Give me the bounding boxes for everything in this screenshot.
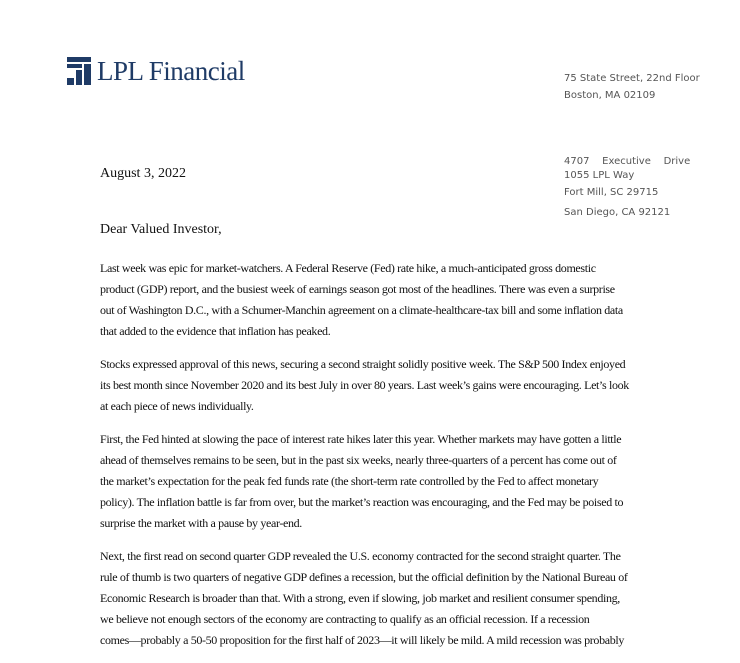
address-line: 4707 Executive Drive xyxy=(564,156,691,167)
address-line: 75 State Street, 22nd Floor xyxy=(564,73,700,84)
address-line: 1055 LPL Way xyxy=(564,170,635,181)
company-name: LPL Financial xyxy=(97,56,245,86)
paragraph xyxy=(100,429,720,534)
letter-body xyxy=(100,258,720,663)
text-line: rule of thumb is two quarters of negative GDP defines a recession, but the official definition by the National Bureau of xyxy=(100,570,628,584)
text-line: we believe not enough sectors of the economy are contracting to qualify as an official recession. If a recession xyxy=(100,612,590,626)
text-line: comes—probably a 50-50 proposition for the first half of 2023—it will likely be mild. A mild recession was probably xyxy=(100,633,624,647)
text-line: out of Washington D.C., with a Schumer-Manchin agreement on a climate-healthcare-tax bill and some inflation data xyxy=(100,303,623,317)
text-line: Last week was epic for market-watchers. A Federal Reserve (Fed) rate hike, a much-anticipated gross domestic xyxy=(100,261,596,275)
text-line: that added to the evidence that inflation has peaked. xyxy=(100,324,331,338)
text-line: its best month since November 2020 and its best July in over 80 years. Last week’s gains were encouraging. Let’s look xyxy=(100,378,629,392)
text-line: product (GDP) report, and the busiest week of earnings season got most of the headlines. There was even a surprise xyxy=(100,282,615,296)
text-line: ahead of themselves remains to be seen, but in the past six weeks, nearly three-quarters of a percent has come out of xyxy=(100,453,617,467)
address-line: Boston, MA 02109 xyxy=(564,90,656,101)
paragraph xyxy=(100,546,720,651)
text-line: Stocks expressed approval of this news, securing a second straight solidly positive week. The S&P 500 Index enjoyed xyxy=(100,357,626,371)
paragraph xyxy=(100,354,720,417)
letter-date: August 3, 2022 xyxy=(100,166,186,181)
text-line: First, the Fed hinted at slowing the pace of interest rate hikes later this year. Whether markets may have gotten a little xyxy=(100,432,622,446)
salutation: Dear Valued Investor, xyxy=(100,222,222,237)
address-fort-mill xyxy=(564,167,658,201)
text-line: Next, the first read on second quarter GDP revealed the U.S. economy contracted for the second straight quarter. The xyxy=(100,549,621,563)
text-line: the market’s expectation for the peak fed funds rate (the short-term rate controlled by the Fed to affect monetary xyxy=(100,474,599,488)
text-line: at each piece of news individually. xyxy=(100,399,254,413)
address-line: Fort Mill, SC 29715 xyxy=(564,187,659,198)
logo-mark-icon xyxy=(67,57,91,85)
address-line: San Diego, CA 92121 xyxy=(564,207,671,218)
paragraph xyxy=(100,258,720,342)
text-line: surprise the market with a pause by year-end. xyxy=(100,516,302,530)
text-line: policy). The inflation battle is far from over, but the market’s reaction was encouraging, and the Fed may be poised to xyxy=(100,495,624,509)
address-boston xyxy=(564,70,700,104)
text-line: Economic Research is broader than that. With a strong, even if slowing, job market and resilient consumer spending, xyxy=(100,591,620,605)
company-logo xyxy=(67,56,245,86)
